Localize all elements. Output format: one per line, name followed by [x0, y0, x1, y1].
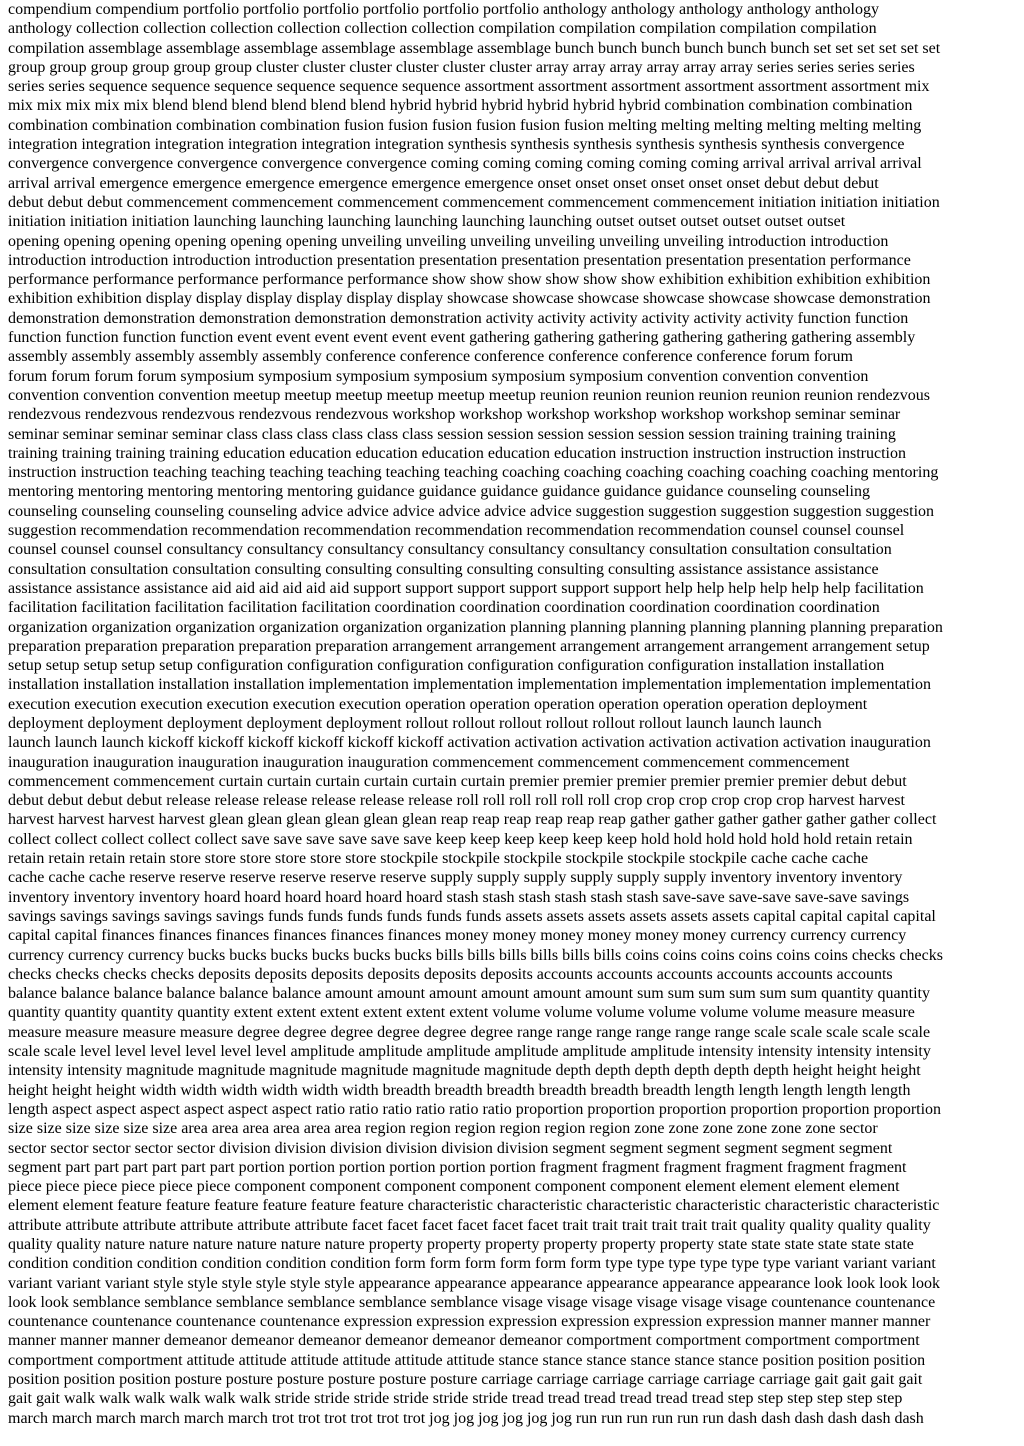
- text-line: look look semblance semblance semblance semblance semblance semblance visage visage visage visage visage visage countenance countenance: [8, 1293, 936, 1311]
- text-line: arrival arrival emergence emergence emergence emergence emergence emergence onset onset onset onset onset onset debut debut debut: [8, 174, 879, 192]
- text-line: variant variant variant style style style style style style appearance appearance appearance appearance appearance appearance look look look look: [8, 1274, 940, 1292]
- text-line: countenance countenance countenance countenance expression expression expression expression expression expression manner manner manner: [8, 1313, 931, 1331]
- text-line: exhibition exhibition display display display display display display showcase showcase showcase showcase showcase showcase demonstration: [8, 290, 931, 308]
- text-line: launch launch launch kickoff kickoff kickoff kickoff kickoff kickoff activation activation activation activation activation activation inauguration: [8, 734, 931, 752]
- text-line: commencement commencement curtain curtain curtain curtain curtain curtain premier premier premier premier premier premier debut debut: [8, 772, 907, 790]
- text-line: position position position posture posture posture posture posture posture carriage carriage carriage carriage carriage carriage gait gait gait gait: [8, 1371, 923, 1389]
- text-line: initiation initiation initiation launching launching launching launching launching launching outset outset outset outset outset outset: [8, 213, 846, 231]
- text-line: performance performance performance performance performance show show show show show show exhibition exhibition exhibition exhibition: [8, 271, 931, 289]
- text-line: function function function function event event event event event event gathering gathering gathering gathering gathering gathering assembly: [8, 329, 916, 347]
- text-line: convergence convergence convergence convergence convergence coming coming coming coming coming coming arrival arrival arrival arrival: [8, 155, 922, 173]
- text-line: checks checks checks checks deposits deposits deposits deposits deposits deposits accounts accounts accounts accounts accounts accounts: [8, 965, 893, 983]
- text-line: cache cache cache reserve reserve reserve reserve reserve reserve supply supply supply supply supply supply inventory inventory inventory: [8, 869, 903, 887]
- text-line: series series sequence sequence sequence sequence sequence sequence assortment assortment assortment assortment assortment assortment mix: [8, 78, 930, 96]
- text-line: harvest harvest harvest harvest glean glean glean glean glean glean reap reap reap reap reap reap gather gather gather gather gather gather collect: [8, 811, 937, 829]
- text-line: execution execution execution execution execution execution operation operation operation operation operation operation deployment: [8, 695, 868, 713]
- text-line: convention convention convention meetup meetup meetup meetup meetup meetup reunion reunion reunion reunion reunion reunion rendezvous: [8, 386, 930, 404]
- text-line: retain retain retain retain store store store store store store stockpile stockpile stockpile stockpile stockpile stockpile cache cache cache: [8, 850, 869, 868]
- text-line: counsel counsel counsel consultancy consultancy consultancy consultancy consultancy consultancy consultation consultation consultation: [8, 541, 892, 559]
- text-line: preparation preparation preparation preparation preparation arrangement arrangement arrangement arrangement arrangement arrangement setup: [8, 637, 930, 655]
- text-line: forum forum forum forum symposium symposium symposium symposium symposium symposium convention convention convention: [8, 367, 869, 385]
- text-line: introduction introduction introduction introduction presentation presentation presentation presentation presentation presentation performance: [8, 251, 911, 269]
- text-line: capital capital finances finances finances finances finances finances money money money money money money currency currency currency: [8, 927, 907, 945]
- text-line: size size size size size size area area area area area area region region region region region region zone zone zone zone zone zone sector: [8, 1120, 878, 1138]
- text-line: march march march march march march trot trot trot trot trot trot jog jog jog jog jog jog run run run run run run dash dash dash dash dash dash: [8, 1409, 924, 1427]
- text-line: rendezvous rendezvous rendezvous rendezvous rendezvous workshop workshop workshop workshop workshop workshop seminar seminar: [8, 406, 901, 424]
- text-line: element element feature feature feature feature feature feature characteristic characteristic characteristic characteristic characteristic characteristic: [8, 1197, 940, 1215]
- text-line: quality quality nature nature nature nature nature nature property property property property property property state state state state state state: [8, 1236, 914, 1253]
- text-line: compendium compendium portfolio portfolio portfolio portfolio portfolio portfolio anthology anthology anthology anthology anthology: [8, 1, 879, 18]
- text-line: mentoring mentoring mentoring mentoring mentoring guidance guidance guidance guidance guidance guidance counseling counseling: [8, 483, 870, 501]
- document-body: [8, 0, 1018, 1428]
- text-line: manner manner manner demeanor demeanor demeanor demeanor demeanor demeanor comportment comportment comportment comportment: [8, 1332, 920, 1350]
- text-line: inventory inventory inventory hoard hoard hoard hoard hoard hoard stash stash stash stash stash stash save-save save-save save-save savings: [8, 888, 910, 906]
- text-line: assistance assistance assistance aid aid aid aid aid aid support support support support support support help help help help help help facilitation: [8, 579, 924, 597]
- text-line: measure measure measure measure degree degree degree degree degree degree range range range range range range scale scale scale scale scale: [8, 1023, 931, 1041]
- text-line: facilitation facilitation facilitation facilitation facilitation coordination coordination coordination coordination coordination coordination: [8, 599, 880, 617]
- text-line: height height height width width width width width width breadth breadth breadth breadth breadth breadth length length length length length: [8, 1081, 911, 1099]
- text-line: balance balance balance balance balance balance amount amount amount amount amount amount sum sum sum sum sum sum quantity quantity: [8, 985, 930, 1003]
- text-line: instruction instruction teaching teaching teaching teaching teaching teaching coaching coaching coaching coaching coaching coaching mentoring: [8, 464, 939, 482]
- text-line: piece piece piece piece piece piece component component component component component component element element element element: [8, 1178, 900, 1196]
- text-line: organization organization organization organization organization organization planning planning planning planning planning planning preparation: [8, 618, 943, 636]
- text-line: length aspect aspect aspect aspect aspect aspect ratio ratio ratio ratio ratio ratio proportion proportion proportion proportion proportion proportion: [8, 1100, 942, 1118]
- text-line: savings savings savings savings savings funds funds funds funds funds funds assets assets assets assets assets assets capital capital capital capital: [8, 907, 936, 925]
- text-line: scale scale level level level level level level amplitude amplitude amplitude amplitude amplitude amplitude intensity intensity intensity intensity: [8, 1043, 931, 1061]
- text-line: quantity quantity quantity quantity extent extent extent extent extent extent volume volume volume volume volume volume measure measure: [8, 1004, 915, 1022]
- text-line: attribute attribute attribute attribute attribute attribute facet facet facet facet facet facet trait trait trait trait trait trait quality quality quality quality: [8, 1216, 931, 1234]
- text-line: intensity intensity magnitude magnitude magnitude magnitude magnitude magnitude depth depth depth depth depth depth height height height: [8, 1062, 921, 1080]
- text-line: installation installation installation installation implementation implementation implementation implementation implementation implementation: [8, 676, 931, 694]
- text-line: compilation assemblage assemblage assemblage assemblage assemblage assemblage bunch bunch bunch bunch bunch bunch set set set set set set: [8, 39, 941, 57]
- text-line: comportment comportment attitude attitude attitude attitude attitude attitude stance stance stance stance stance stance position position position: [8, 1351, 926, 1369]
- text-line: opening opening opening opening opening opening unveiling unveiling unveiling unveiling unveiling unveiling introduction introduction: [8, 232, 889, 250]
- text-line: counseling counseling counseling counseling advice advice advice advice advice advice suggestion suggestion suggestion suggestion suggestion: [8, 502, 935, 520]
- text-line: setup setup setup setup setup configuration configuration configuration configuration configuration configuration installation installation: [8, 657, 885, 675]
- text-line: group group group group group group cluster cluster cluster cluster cluster cluster array array array array array array series series series series: [8, 58, 915, 76]
- text-line: assembly assembly assembly assembly assembly conference conference conference conference conference conference forum forum: [8, 348, 853, 366]
- text-line: suggestion recommendation recommendation recommendation recommendation recommendation recommendation counsel counsel counsel: [8, 522, 905, 540]
- text-line: condition condition condition condition condition condition form form form form form form type type type type type type variant variant variant: [8, 1255, 936, 1273]
- text-line: deployment deployment deployment deployment deployment rollout rollout rollout rollout rollout rollout launch launch launch: [8, 714, 822, 732]
- text-line: debut debut debut commencement commencement commencement commencement commencement commencement initiation initiation initiation: [8, 193, 940, 211]
- text-line: gait gait walk walk walk walk walk walk stride stride stride stride stride stride tread tread tread tread tread tread step step step step step step: [8, 1390, 903, 1408]
- text-line: combination combination combination combination fusion fusion fusion fusion fusion fusion melting melting melting melting melting melting: [8, 116, 922, 134]
- text-line: demonstration demonstration demonstration demonstration demonstration activity activity activity activity activity activity function function: [8, 309, 909, 327]
- text-line: mix mix mix mix mix blend blend blend blend blend blend hybrid hybrid hybrid hybrid hybrid hybrid combination combination combination: [8, 97, 913, 115]
- text-line: anthology collection collection collection collection collection collection compilation compilation compilation compilation compilation: [8, 20, 877, 38]
- text-line: training training training training education education education education education education instruction instruction instruction instruction: [8, 444, 906, 462]
- text-line: debut debut debut debut release release release release release release roll roll roll roll roll roll crop crop crop crop crop crop harvest harvest: [8, 792, 905, 810]
- text-line: currency currency currency bucks bucks bucks bucks bucks bucks bills bills bills bills bills bills coins coins coins coins coins coins checks checks: [8, 946, 943, 964]
- text-line: segment part part part part part part portion portion portion portion portion portion fragment fragment fragment fragment fragment fragment: [8, 1158, 907, 1176]
- text-line: consultation consultation consultation consulting consulting consulting consulting consulting consulting assistance assistance assistance: [8, 560, 879, 578]
- text-line: inauguration inauguration inauguration inauguration inauguration commencement commencement commencement commencement: [8, 753, 850, 771]
- text-line: seminar seminar seminar seminar class class class class class class session session session session session session training training training: [8, 425, 896, 443]
- text-line: collect collect collect collect collect save save save save save save keep keep keep keep keep keep hold hold hold hold hold hold retain retain: [8, 830, 913, 848]
- text-line: integration integration integration integration integration integration synthesis synthesis synthesis synthesis synthesis synthesis convergence: [8, 136, 905, 154]
- text-line: sector sector sector sector sector division division division division division division segment segment segment segment segment segment: [8, 1139, 893, 1157]
